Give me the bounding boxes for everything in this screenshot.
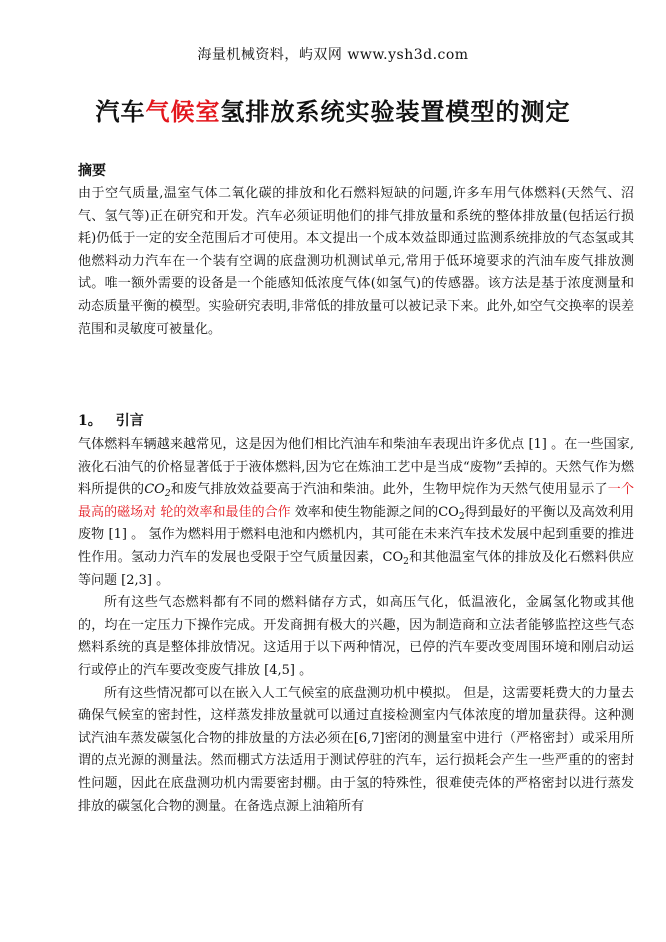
introduction-body — [78, 434, 634, 818]
co2-formula: $CO_2$ — [144, 482, 171, 500]
intro-p1-text-b: 和废气排放效益要高于汽油和柴油。此外，生物甲烷作为天然气使用显示了 — [170, 482, 608, 498]
section-heading-introduction — [78, 410, 634, 433]
intro-paragraph-3: 所有这些情况都可以在嵌入人工气候室的底盘测功机中模拟。 但是，这需要耗费大的力量去确保气候室的密封性，这样蒸发排放量就可以通过直接检测室内气体浓度的增加量获得。这种测试汽油车蒸发碳氢化合物的排放量的方法必须在[6,7]密闭的测量室中进行（严格密封）或采用所谓的点光源的测量法。然而棚式方法适用于测试停驻的汽车，运行损耗会产生一些严重的的密封性问题，因此在底盘测功机内需要密封棚。由于氢的特殊性，很难使壳体的严格密封以进行蒸发排放的碳氢化合物的测量。在备选点源上油箱所有 — [78, 685, 634, 814]
page-header: 海量机械资料，屿双网 www.ysh3d.com — [197, 47, 469, 63]
intro-paragraph-1 — [78, 434, 634, 592]
intro-p1-text-e: 和其他温室气体的排放及化石燃料供应等问题 [2,3] 。 — [78, 549, 634, 588]
paper-title — [0, 92, 666, 127]
intro-p1-text-a: 气体燃料车辆越来越常见，这是因为他们相比汽油车和柴油车表现出许多优点 [1] 。在一些国家,液化石油气的价格显著低于于液体燃料,因为它在炼油工艺中是当成“废物”丢掉的。天然气作为燃料所提供的 — [78, 437, 634, 498]
co2-formula: $CO_2$ — [382, 549, 409, 567]
abstract-body — [78, 183, 634, 341]
title-part-2: 氢排放系统实验装置模型的测定 — [220, 97, 571, 126]
abstract-heading: 摘要 — [78, 163, 106, 179]
intro-p1-text-d: 得到最好的平衡以及高效利用废物 [1] 。 氢作为燃料用于燃料电池和内燃机内，其可能在未来汽车技术发展中起到重要的推进性作用。氢动力汽车的发展也受限于空气质量因素， — [78, 504, 634, 565]
abstract-text: 由于空气质量,温室气体二氧化碳的排放和化石燃料短缺的问题,许多车用气体燃料(天然气、沼气、氢气等)正在研究和开发。汽车必须证明他们的排气排放量和系统的整体排放量(包括运行损耗)仍低于一定的安全范围后才可使用。本文提出一个成本效益即通过监测系统排放的气态氢或其他燃料动力汽车在一个装有空调的底盘测功机测试单元,常用于低环境要求的汽油车废气排放测试。唯一额外需要的设备是一个能感知低浓度气体(如氢气)的传感器。该方法是基于浓度测量和动态质量平衡的模型。实验研究表明,非常低的排放量可以被记录下来。此外,如空气交换率的误差范围和灵敏度可被量化。 — [78, 186, 634, 337]
intro-p1-highlight: 一个最高的磁场对 轮的效率和最佳的合作 — [78, 482, 634, 520]
title-highlight: 气候室 — [145, 97, 221, 126]
intro-p1-text-c: 效率和使生物能源之间的 — [290, 504, 439, 520]
intro-paragraph-2: 所有这些气态燃料都有不同的燃料储存方式，如高压气化，低温液化，金属氢化物或其他的，均在一定压力下操作完成。开发商拥有极大的兴趣，因为制造商和立法者能够监控这些气态燃料系统的真是整体排放情况。这适用于以下两种情况，已停的汽车要改变周围环境和刚启动运行或停止的汽车要改变废气排放 [4,5] 。 — [78, 595, 634, 678]
co2-formula: $CO_2$ — [438, 504, 465, 522]
section-title: 引言 — [115, 413, 144, 429]
title-part-1: 汽车 — [95, 97, 146, 126]
section-number: 1。 — [78, 413, 102, 429]
